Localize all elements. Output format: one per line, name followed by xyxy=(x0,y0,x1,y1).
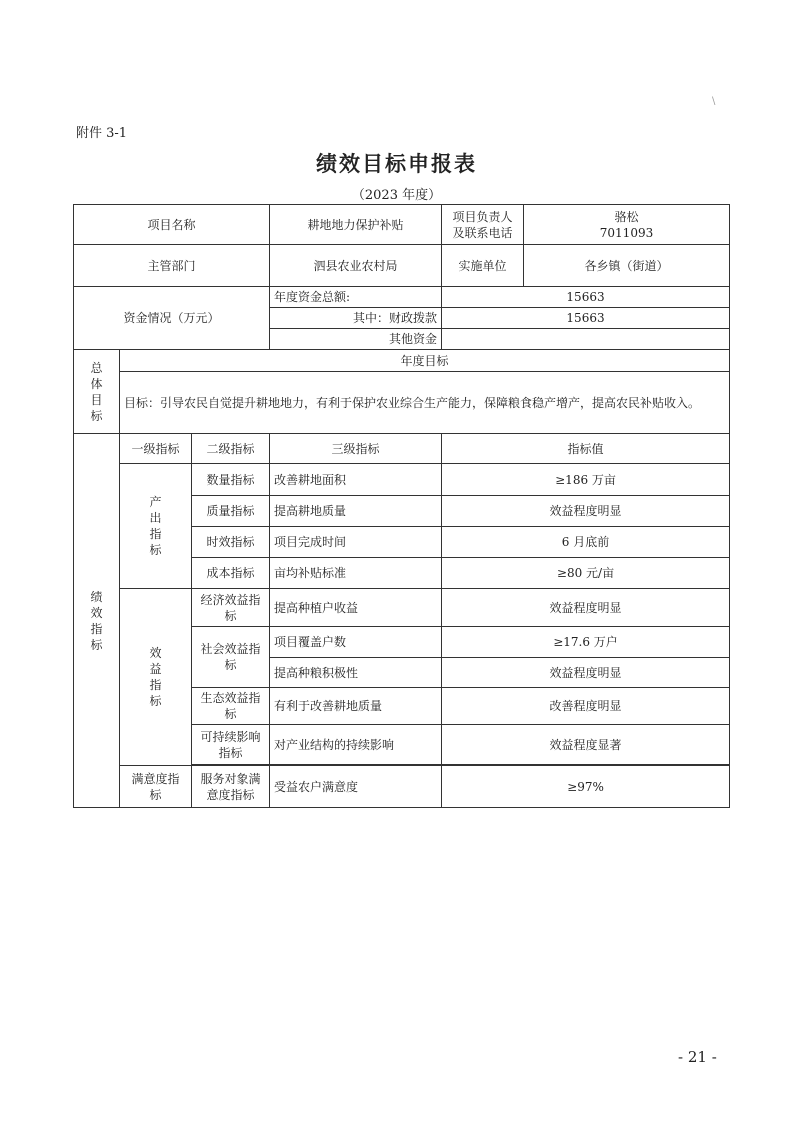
funds-fiscal-value: 15663 xyxy=(442,308,730,329)
output-row-1-value: ≥186 万亩 xyxy=(442,464,730,496)
funds-total-label: 年度资金总额: xyxy=(270,287,442,308)
output-row-2-value: 效益程度明显 xyxy=(442,496,730,527)
sustain-value: 效益程度显著 xyxy=(442,725,730,765)
satisfaction-value: ≥97% xyxy=(442,766,730,808)
output-row-2-level3: 提高耕地质量 xyxy=(270,496,442,527)
social-level3-1: 项目覆盖户数 xyxy=(270,627,442,658)
dept-value: 泗县农业农村局 xyxy=(270,245,442,287)
year-goal-label: 年度目标 xyxy=(120,350,730,372)
funds-label: 资金情况（万元） xyxy=(74,287,270,350)
scan-mark: \ xyxy=(712,96,716,107)
eco-value: 改善程度明显 xyxy=(442,688,730,725)
output-row-4-level2: 成本指标 xyxy=(192,558,270,589)
benefit-char-4: 标 xyxy=(149,694,162,708)
satisfaction-level2-line2: 意度指标 xyxy=(206,787,255,802)
social-value-1: ≥17.6 万户 xyxy=(442,627,730,658)
benefit-char-1: 效 xyxy=(149,646,162,660)
funds-other-value xyxy=(442,329,730,350)
sustain-level2 xyxy=(192,725,270,765)
satisfaction-level2 xyxy=(192,766,270,808)
overall-char-4: 标 xyxy=(90,408,103,423)
output-indicators-label xyxy=(120,464,192,589)
social-level2 xyxy=(192,627,270,688)
benefit-char-3: 指 xyxy=(149,678,162,692)
output-row-1-level3: 改善耕地面积 xyxy=(270,464,442,496)
economic-level2 xyxy=(192,589,270,627)
economic-level2-line2: 标 xyxy=(224,608,237,623)
indicators-char-3: 指 xyxy=(90,621,103,636)
eco-level3: 有利于改善耕地质量 xyxy=(270,688,442,725)
year-label: （2023 年度） xyxy=(351,188,442,203)
sustain-level2-line1: 可持续影响 xyxy=(200,729,261,744)
indicators-char-2: 效 xyxy=(90,605,103,620)
output-row-3-value: 6 月底前 xyxy=(442,527,730,558)
eco-level2-line2: 标 xyxy=(224,707,237,721)
satisfaction-level3: 受益农户满意度 xyxy=(270,766,442,808)
leader-value xyxy=(524,205,730,245)
indicators-char-4: 标 xyxy=(90,637,103,652)
header-value: 指标值 xyxy=(442,434,730,464)
satisfaction-level1-line1: 满意度指 xyxy=(131,771,180,786)
leader-name: 骆松 xyxy=(614,209,639,224)
leader-phone: 7011093 xyxy=(599,225,654,240)
economic-value: 效益程度明显 xyxy=(442,589,730,627)
output-row-4-value: ≥80 元/亩 xyxy=(442,558,730,589)
output-row-2-level2: 质量指标 xyxy=(192,496,270,527)
funds-fiscal-label: 其中：财政拨款 xyxy=(270,308,442,329)
output-row-1-level2: 数量指标 xyxy=(192,464,270,496)
leader-label xyxy=(442,205,524,245)
eco-level2 xyxy=(192,688,270,725)
dept-label: 主管部门 xyxy=(74,245,270,287)
header-level3: 三级指标 xyxy=(270,434,442,464)
benefit-char-2: 益 xyxy=(149,662,162,676)
leader-label-line1: 项目负责人 xyxy=(452,209,513,224)
year-goal-text: 目标：引导农民自觉提升耕地地力，有利于保护农业综合生产能力，保障粮食稳产增产，提高农民补贴收入。 xyxy=(120,372,730,434)
sustain-level2-line2: 指标 xyxy=(218,745,243,760)
social-level2-line2: 标 xyxy=(224,658,237,672)
impl-value: 各乡镇（街道） xyxy=(524,245,730,287)
output-char-1: 产 xyxy=(149,495,162,509)
output-char-3: 指 xyxy=(149,527,162,541)
satisfaction-level1-line2: 标 xyxy=(149,787,162,802)
indicators-char-1: 绩 xyxy=(90,589,103,604)
output-row-4-level3: 亩均补贴标准 xyxy=(270,558,442,589)
page-title: 绩效目标申报表 xyxy=(316,151,477,176)
output-row-3-level2: 时效指标 xyxy=(192,527,270,558)
attachment-label: 附件 3-1 xyxy=(76,126,128,141)
leader-label-line2: 及联系电话 xyxy=(452,225,513,240)
output-char-2: 出 xyxy=(149,511,162,525)
performance-goal-form xyxy=(73,204,730,808)
economic-level2-line1: 经济效益指 xyxy=(200,592,261,607)
overall-goal-label xyxy=(74,350,120,434)
output-row-3-level3: 项目完成时间 xyxy=(270,527,442,558)
funds-total-value: 15663 xyxy=(442,287,730,308)
eco-level2-line1: 生态效益指 xyxy=(200,691,261,705)
social-level3-2: 提高种粮积极性 xyxy=(270,658,442,688)
satisfaction-level1 xyxy=(120,766,192,808)
indicators-label xyxy=(74,434,120,808)
project-name-value: 耕地地力保护补贴 xyxy=(270,205,442,245)
sustain-level3: 对产业结构的持续影响 xyxy=(270,725,442,765)
output-char-4: 标 xyxy=(149,543,162,557)
header-level2: 二级指标 xyxy=(192,434,270,464)
page-number: - 21 - xyxy=(678,1048,717,1066)
header-level1: 一级指标 xyxy=(120,434,192,464)
economic-level3: 提高种植户收益 xyxy=(270,589,442,627)
social-level2-line1: 社会效益指 xyxy=(200,642,261,656)
impl-label: 实施单位 xyxy=(442,245,524,287)
overall-char-3: 目 xyxy=(90,392,103,407)
benefit-indicators-label xyxy=(120,589,192,766)
social-value-2: 效益程度明显 xyxy=(442,658,730,688)
project-name-label: 项目名称 xyxy=(74,205,270,245)
funds-other-label: 其他资金 xyxy=(270,329,442,350)
overall-char-2: 体 xyxy=(90,376,103,391)
satisfaction-level2-line1: 服务对象满 xyxy=(200,771,261,786)
overall-char-1: 总 xyxy=(90,360,103,375)
